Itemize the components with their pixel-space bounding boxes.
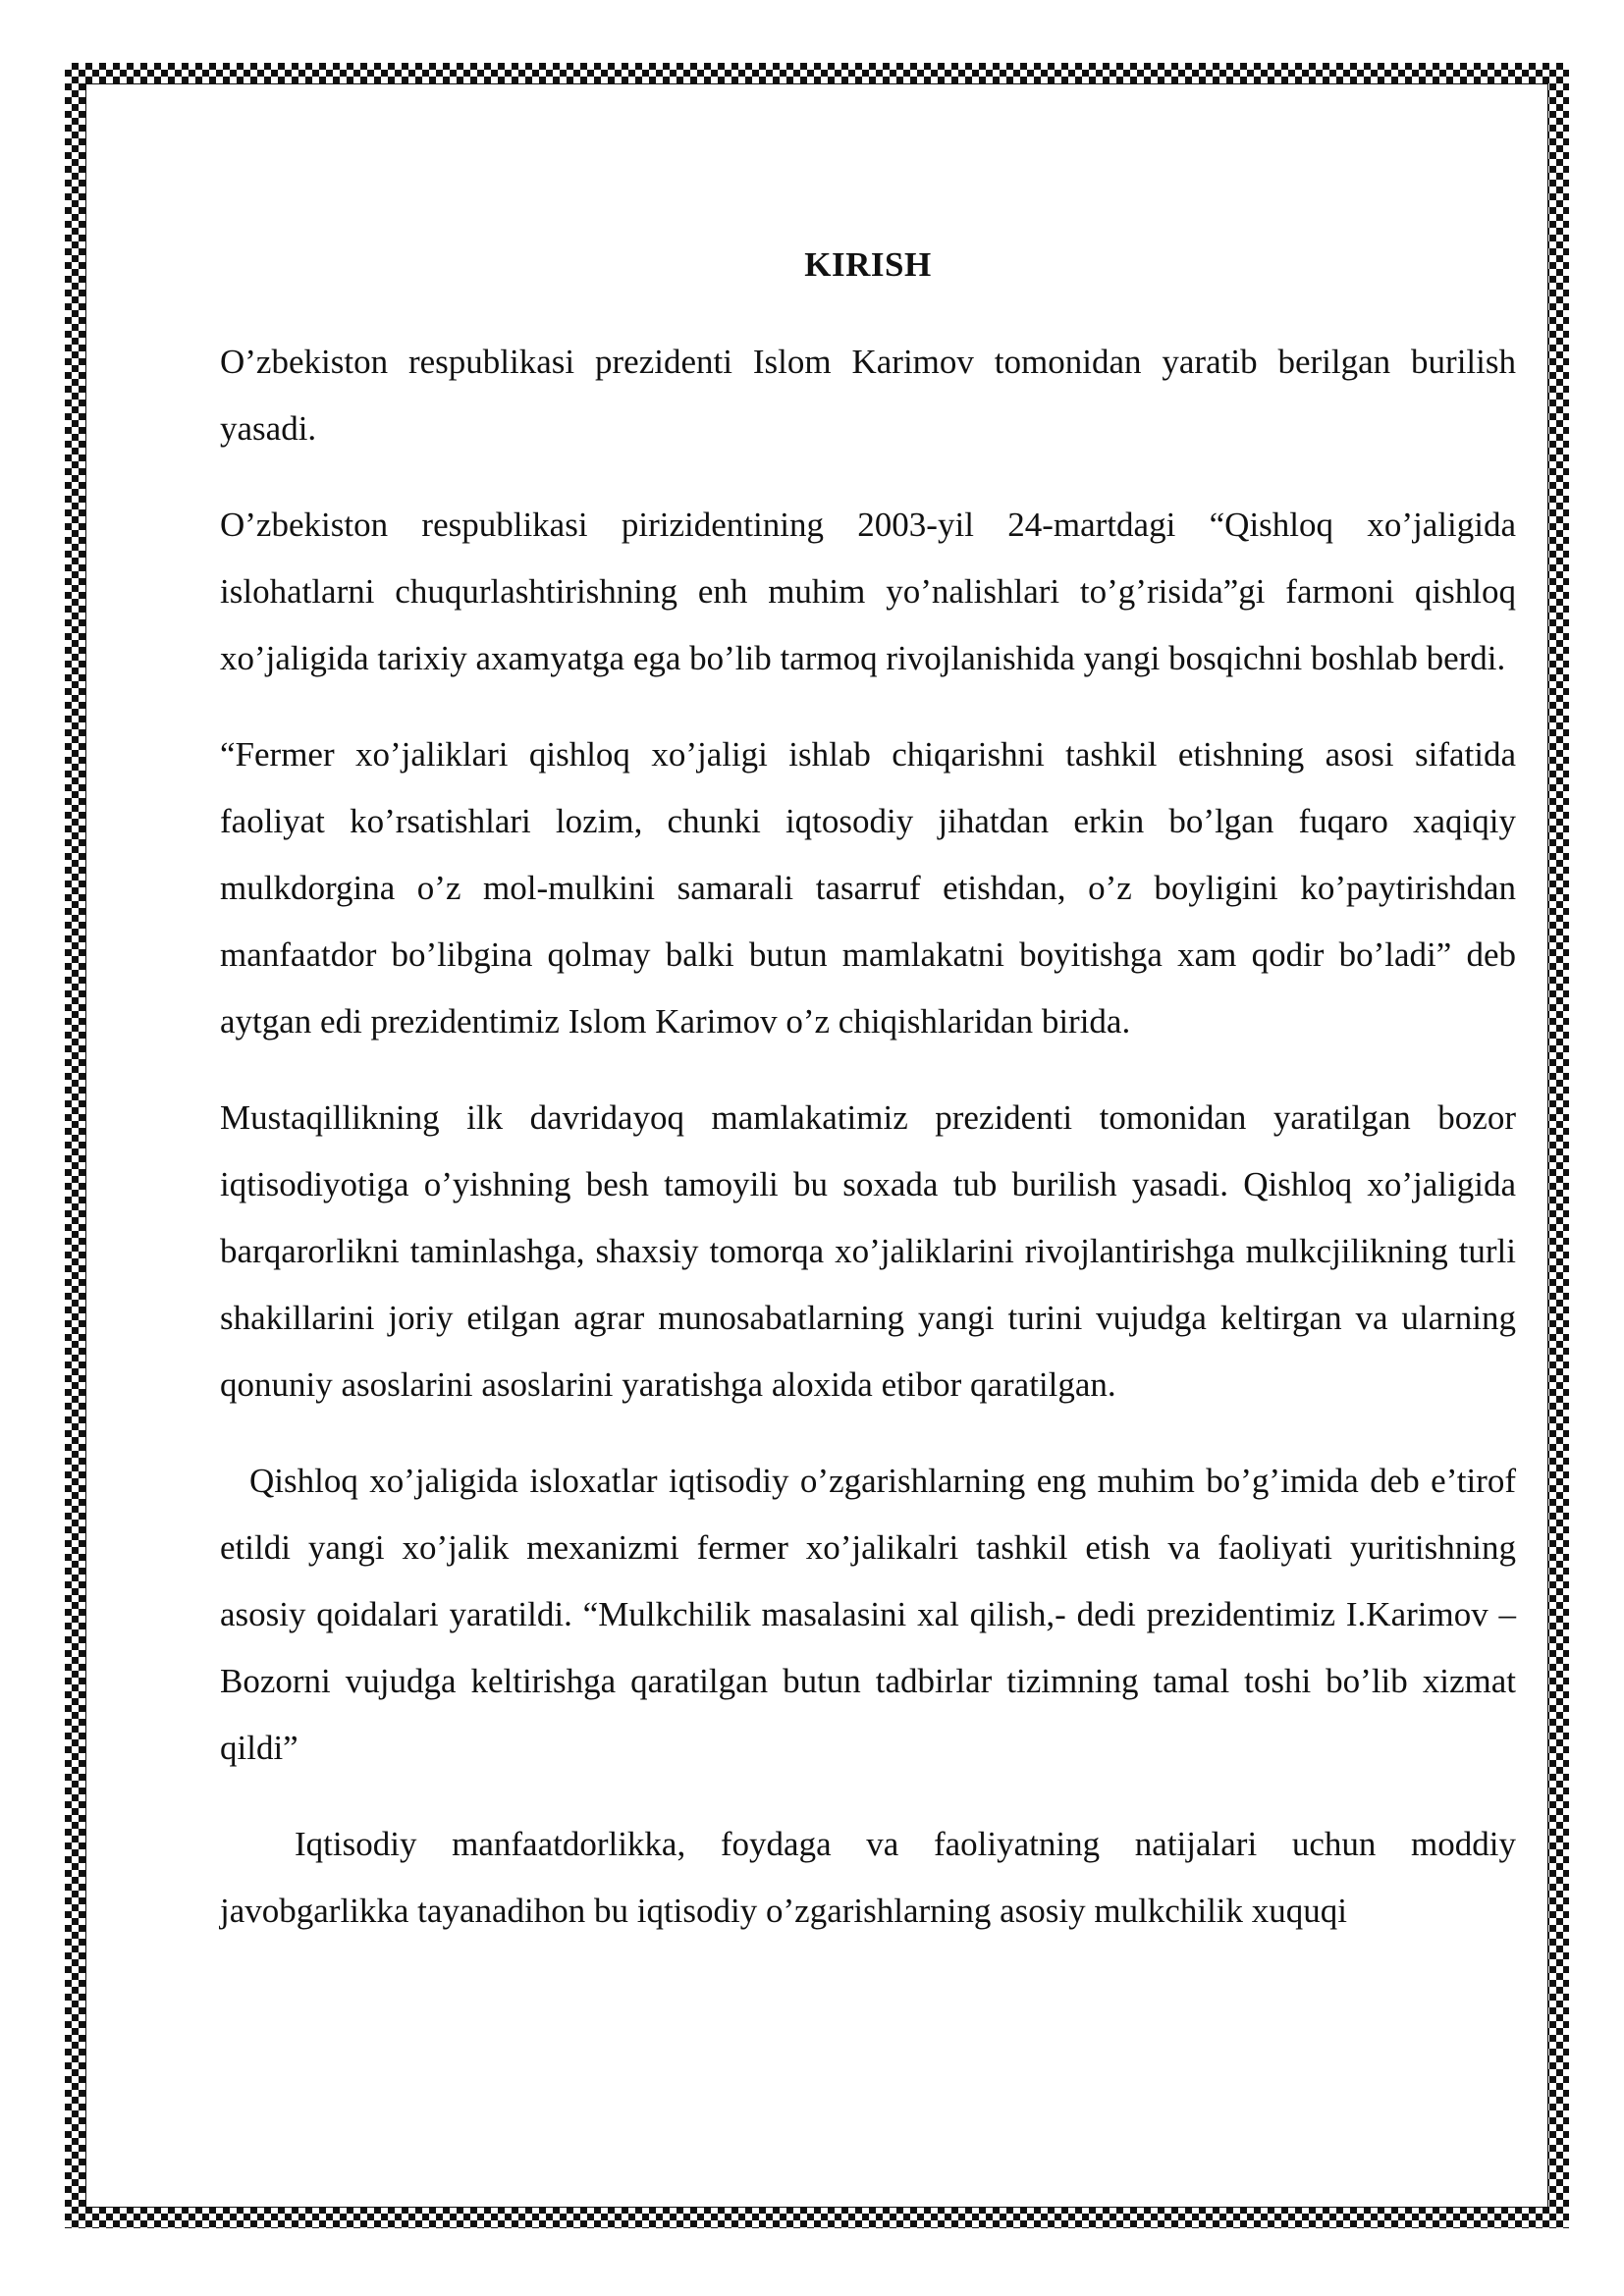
paragraph-3: “Fermer xo’jaliklari qishloq xo’jaligi ishlab chiqarishni tashkil etishning asosi sifatida faoliyat ko’rsatishlari lozim, chunki iqtosodiy jihatdan erkin bo’lgan fuqaro xaqiqiy mulkdorgina o’z mol-mulkini samarali tasarruf etishdan, o’z boyligini ko’paytirishdan manfaatdor bo’libgina qolmay balki butun mamlakatni boyitishga xam qodir bo’ladi” deb aytgan edi prezidentimiz Islom Karimov o’z chiqishlaridan birida. (220, 735, 1516, 1041)
paragraph-6: Iqtisodiy manfaatdorlikka, foydaga va faoliyatning natijalari uchun moddiy javobgarlikka tayanadihon bu iqtisodiy o’zgarishlarning asosiy mulkchilik xuquqi (220, 1825, 1516, 1930)
paragraph-4: Mustaqillikning ilk davridayoq mamlakatimiz prezidenti tomonidan yaratilgan bozor iqtisodiyotiga o’yishning besh tamoyili bu soxada tub burilish yasadi. Qishloq xo’jaligida barqarorlikni taminlashga, shaxsiy tomorqa xo’jaliklarini rivojlantirishga mulkcjilikning turli shakillarini joriy etilgan agrar munosabatlarning yangi turini vujudga keltirgan va ularning qonuniy asoslarini asoslarini yaratishga aloxida etibor qaratilgan. (220, 1098, 1516, 1404)
document-body (220, 247, 1516, 1974)
paragraph-5: Qishloq xo’jaligida isloxatlar iqtisodiy o’zgarishlarning eng muhim bo’g’imida deb e’tirof etildi yangi xo’jalik mexanizmi fermer xo’jalikalri tashkil etish va faoliyati yuritishning asosiy qoidalari yaratildi. “Mulkchilik masalasini xal qilish,- dedi prezidentimiz I.Karimov – Bozorni vujudga keltirishga qaratilgan butun tadbirlar tizimning tamal toshi bo’lib xizmat qildi” (220, 1462, 1516, 1767)
paragraph-2: O’zbekiston respublikasi pirizidentining 2003-yil 24-martdagi “Qishloq xo’jaligida islohatlarni chuqurlashtirishning enh muhim yo’nalishlari to’g’risida”gi farmoni qishloq xo’jaligida tarixiy axamyatga ega bo’lib tarmoq rivojlanishida yangi bosqichni boshlab berdi. (220, 506, 1516, 677)
paragraph-1: O’zbekiston respublikasi prezidenti Islom Karimov tomonidan yaratib berilgan burilish yasadi. (220, 343, 1516, 448)
document-title: KIRISH (804, 245, 932, 284)
